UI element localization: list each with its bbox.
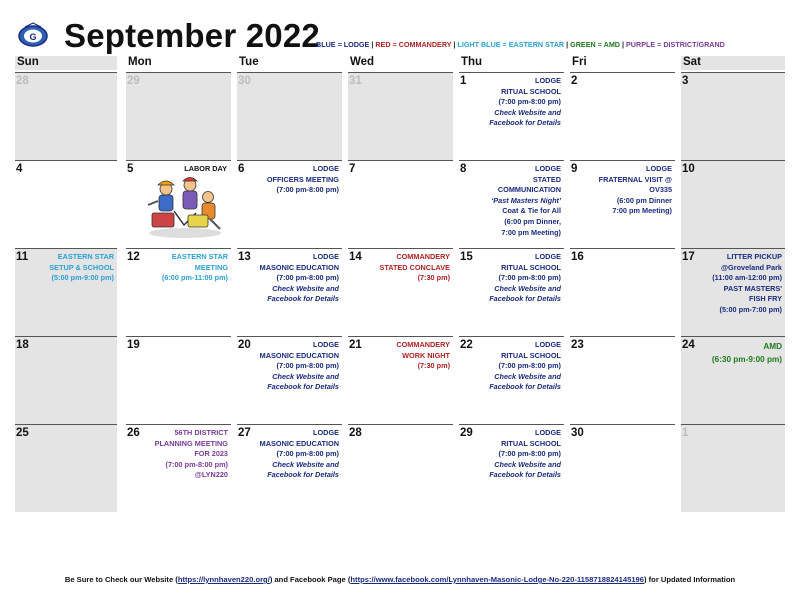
day-number: 4	[16, 163, 23, 175]
day-cell[interactable]	[237, 72, 342, 160]
event-line: (7:00 pm-8:00 pm)	[276, 273, 339, 283]
event-details[interactable]	[360, 252, 450, 284]
day-number: 27	[238, 427, 251, 439]
weekday-header-fri: Fri	[572, 56, 587, 68]
legend-separator: |	[620, 40, 627, 49]
event-line: Check Website and	[272, 283, 339, 293]
day-cell[interactable]	[459, 336, 564, 424]
day-cell[interactable]	[126, 336, 231, 424]
weekday-header-row	[15, 56, 785, 72]
event-line: RITUAL SCHOOL	[501, 438, 561, 448]
event-line: OV335	[649, 185, 672, 195]
day-cell[interactable]	[126, 160, 231, 248]
weekday-header-sat: Sat	[681, 56, 785, 70]
event-line: MASONIC EDUCATION	[259, 262, 339, 272]
legend-separator: |	[369, 40, 376, 49]
day-cell[interactable]	[15, 336, 117, 424]
facebook-link[interactable]: https://www.facebook.com/Lynnhaven-Masonic-Lodge-No-220-1158718824145196	[350, 575, 645, 584]
website-link[interactable]: https://lynnhaven220.org/	[177, 575, 270, 584]
week-row	[15, 248, 785, 336]
event-line: LODGE	[313, 340, 339, 349]
event-line: Check Website and	[272, 371, 339, 381]
day-number: 28	[349, 427, 362, 439]
day-cell[interactable]	[348, 160, 453, 248]
labor-day-workers-icon	[144, 175, 226, 239]
day-number: 8	[460, 163, 467, 175]
event-line: (5:00 pm-7:00 pm)	[719, 304, 782, 314]
event-line: SETUP & SCHOOL	[49, 262, 114, 272]
event-line: STATED	[532, 174, 561, 184]
day-number: 1	[460, 75, 467, 87]
event-line: (7:00 pm-8:00 pm)	[276, 361, 339, 371]
event-line: PAST MASTERS'	[723, 283, 782, 293]
color-legend	[316, 40, 725, 49]
day-cell[interactable]	[237, 160, 342, 248]
event-line: (11:00 am-12:00 pm)	[712, 273, 782, 283]
event-line: EASTERN STAR	[57, 252, 114, 261]
event-details[interactable]	[692, 340, 782, 366]
day-number: 22	[460, 339, 473, 351]
event-line: Facebook for Details	[267, 470, 339, 480]
event-line: @Groveland Park	[720, 262, 782, 272]
event-line: RITUAL SCHOOL	[501, 86, 561, 96]
day-cell[interactable]	[15, 72, 117, 160]
event-details[interactable]	[692, 252, 782, 316]
event-line: AMD	[763, 342, 782, 351]
event-line: ‘Past Masters Night’	[491, 195, 561, 205]
day-cell[interactable]	[681, 72, 785, 160]
day-number: 5	[127, 163, 134, 175]
day-cell[interactable]	[681, 424, 785, 512]
event-line: LODGE	[535, 340, 561, 349]
event-line: (7:30 pm)	[417, 273, 450, 283]
day-cell[interactable]	[459, 160, 564, 248]
day-cell[interactable]	[348, 248, 453, 336]
day-cell[interactable]	[570, 160, 675, 248]
event-line: LODGE	[313, 428, 339, 437]
day-number: 16	[571, 251, 584, 263]
legend-item: GREEN = AMD	[570, 40, 620, 49]
day-number: 6	[238, 163, 245, 175]
event-details[interactable]	[249, 428, 339, 481]
event-details[interactable]	[138, 428, 228, 481]
event-line: COMMANDERY	[396, 252, 450, 261]
legend-item: LIGHT BLUE = EASTERN STAR	[457, 40, 565, 49]
day-cell[interactable]	[237, 248, 342, 336]
day-number: 14	[349, 251, 362, 263]
event-line: EASTERN STAR	[171, 252, 228, 261]
event-details[interactable]	[249, 252, 339, 305]
day-cell[interactable]	[459, 248, 564, 336]
event-line: 56TH DISTRICT	[174, 428, 228, 437]
day-number: 9	[571, 163, 578, 175]
day-number: 21	[349, 339, 362, 351]
day-cell[interactable]	[681, 248, 785, 336]
event-line: (7:00 pm-8:00 pm)	[498, 273, 561, 283]
day-number: 25	[16, 427, 29, 439]
event-line: Facebook for Details	[489, 470, 561, 480]
day-number: 11	[16, 251, 29, 263]
week-row	[15, 72, 785, 160]
event-line: (7:30 pm)	[417, 361, 450, 371]
legend-separator: |	[451, 40, 458, 49]
event-line: LITTER PICKUP	[726, 252, 782, 261]
weekday-header-sun: Sun	[15, 56, 117, 70]
day-number: 10	[682, 163, 695, 175]
event-line: Check Website and	[272, 459, 339, 469]
event-line: @LYN220	[194, 470, 228, 480]
day-cell[interactable]	[570, 336, 675, 424]
day-number: 26	[127, 427, 140, 439]
page-title: September 2022	[64, 17, 320, 54]
event-details[interactable]	[582, 164, 672, 217]
event-line: Check Website and	[494, 459, 561, 469]
day-number: 28	[16, 75, 29, 87]
event-line: (5:00 pm-9:00 pm)	[51, 273, 114, 283]
week-row	[15, 160, 785, 248]
day-number: 30	[238, 75, 251, 87]
legend-item: BLUE = LODGE	[316, 40, 370, 49]
event-line: (7:00 pm-8:00 pm)	[165, 459, 228, 469]
event-line: MASONIC EDUCATION	[259, 438, 339, 448]
event-line: 7:00 pm Meeting)	[612, 206, 672, 216]
event-line: LODGE	[313, 252, 339, 261]
weekday-header-tue: Tue	[239, 56, 259, 68]
calendar-grid	[15, 56, 785, 512]
event-line: LODGE	[535, 428, 561, 437]
event-line: OFFICERS MEETING	[266, 174, 339, 184]
week-row	[15, 336, 785, 424]
event-details[interactable]	[471, 428, 561, 481]
day-cell[interactable]	[15, 248, 117, 336]
event-details[interactable]	[471, 76, 561, 129]
day-number: 17	[682, 251, 695, 263]
day-number: 31	[349, 75, 362, 87]
day-cell[interactable]	[570, 72, 675, 160]
day-number: 19	[127, 339, 140, 351]
event-line: Facebook for Details	[489, 118, 561, 128]
weekday-header-wed: Wed	[350, 56, 375, 68]
event-line: RITUAL SCHOOL	[501, 262, 561, 272]
event-line: LODGE	[535, 252, 561, 261]
event-line: (7:00 pm-8:00 pm)	[276, 449, 339, 459]
event-line: COMMANDERY	[396, 340, 450, 349]
weekday-header-mon: Mon	[128, 56, 152, 68]
event-details[interactable]	[249, 164, 339, 196]
day-number: 7	[349, 163, 356, 175]
day-number: 13	[238, 251, 251, 263]
event-line: (7:00 pm-8:00 pm)	[498, 97, 561, 107]
event-line: (7:00 pm-8:00 pm)	[276, 185, 339, 195]
event-line: (6:00 pm Dinner	[616, 195, 672, 205]
day-number: 3	[682, 75, 689, 87]
legend-item: PURPLE = DISTRICT/GRAND	[626, 40, 725, 49]
lodge-logo-icon	[17, 22, 49, 48]
event-line: LODGE	[535, 76, 561, 85]
event-details[interactable]	[24, 252, 114, 284]
event-line: FISH FRY	[749, 294, 782, 304]
day-number: 15	[460, 251, 473, 263]
event-details[interactable]	[249, 340, 339, 393]
event-line: (6:00 pm-11:00 pm)	[161, 273, 228, 283]
event-line: MASONIC EDUCATION	[259, 350, 339, 360]
event-line: WORK NIGHT	[402, 350, 450, 360]
day-cell[interactable]	[570, 248, 675, 336]
event-line: (6:30 pm-9:00 pm)	[711, 355, 782, 364]
event-details[interactable]	[471, 164, 561, 238]
event-line: 7:00 pm Meeting)	[501, 227, 561, 237]
event-line: Facebook for Details	[267, 382, 339, 392]
day-number: 2	[571, 75, 578, 87]
legend-separator: |	[564, 40, 571, 49]
event-line: STATED CONCLAVE	[379, 262, 450, 272]
svg-text:G: G	[29, 32, 37, 42]
day-number: 30	[571, 427, 584, 439]
event-line: MEETING	[194, 262, 228, 272]
event-details[interactable]	[138, 252, 228, 284]
day-number: 20	[238, 339, 251, 351]
day-number: 29	[460, 427, 473, 439]
event-line: LODGE	[646, 164, 672, 173]
day-cell[interactable]	[15, 424, 117, 512]
day-cell[interactable]	[348, 72, 453, 160]
footer-suffix: ) for Updated Information	[644, 575, 736, 584]
day-number: 12	[127, 251, 140, 263]
event-line: LODGE	[535, 164, 561, 173]
day-number: 24	[682, 339, 695, 351]
day-cell[interactable]	[15, 160, 117, 248]
event-line: COMMUNICATION	[497, 185, 561, 195]
day-cell[interactable]	[348, 424, 453, 512]
day-cell[interactable]	[681, 336, 785, 424]
day-cell[interactable]	[348, 336, 453, 424]
week-row	[15, 424, 785, 512]
day-cell[interactable]	[570, 424, 675, 512]
event-line: Facebook for Details	[267, 294, 339, 304]
legend-item: RED = COMMANDERY	[375, 40, 452, 49]
event-line: (7:00 pm-8:00 pm)	[498, 449, 561, 459]
event-line: PLANNING MEETING	[154, 438, 228, 448]
day-number: 1	[682, 427, 689, 439]
day-cell[interactable]	[126, 72, 231, 160]
event-line: (7:00 pm-8:00 pm)	[498, 361, 561, 371]
event-details[interactable]	[360, 340, 450, 372]
day-number: 23	[571, 339, 584, 351]
day-cell[interactable]	[459, 72, 564, 160]
event-line: Coat & Tie for All	[502, 206, 561, 216]
event-line: FRATERNAL VISIT @	[598, 174, 672, 184]
event-line: (6:00 pm Dinner,	[504, 216, 561, 226]
event-line: Facebook for Details	[489, 382, 561, 392]
day-cell[interactable]	[126, 248, 231, 336]
event-line: RITUAL SCHOOL	[501, 350, 561, 360]
day-cell[interactable]	[126, 424, 231, 512]
event-line: Check Website and	[494, 283, 561, 293]
footer-note	[0, 575, 800, 584]
event-details[interactable]	[471, 340, 561, 393]
weekday-header-thu: Thu	[461, 56, 483, 68]
day-number: 18	[16, 339, 29, 351]
footer-prefix: Be Sure to Check our Website (	[64, 575, 178, 584]
footer-middle: ) and Facebook Page (	[269, 575, 351, 584]
day-cell[interactable]	[459, 424, 564, 512]
event-line: Check Website and	[494, 107, 561, 117]
day-number: 29	[127, 75, 140, 87]
day-cell[interactable]	[237, 424, 342, 512]
holiday-label: LABOR DAY	[184, 164, 227, 173]
event-line: Check Website and	[494, 371, 561, 381]
day-cell[interactable]	[681, 160, 785, 248]
event-details[interactable]	[471, 252, 561, 305]
event-line: FOR 2023	[194, 449, 228, 459]
event-line: Facebook for Details	[489, 294, 561, 304]
day-cell[interactable]	[237, 336, 342, 424]
event-line: LODGE	[313, 164, 339, 173]
